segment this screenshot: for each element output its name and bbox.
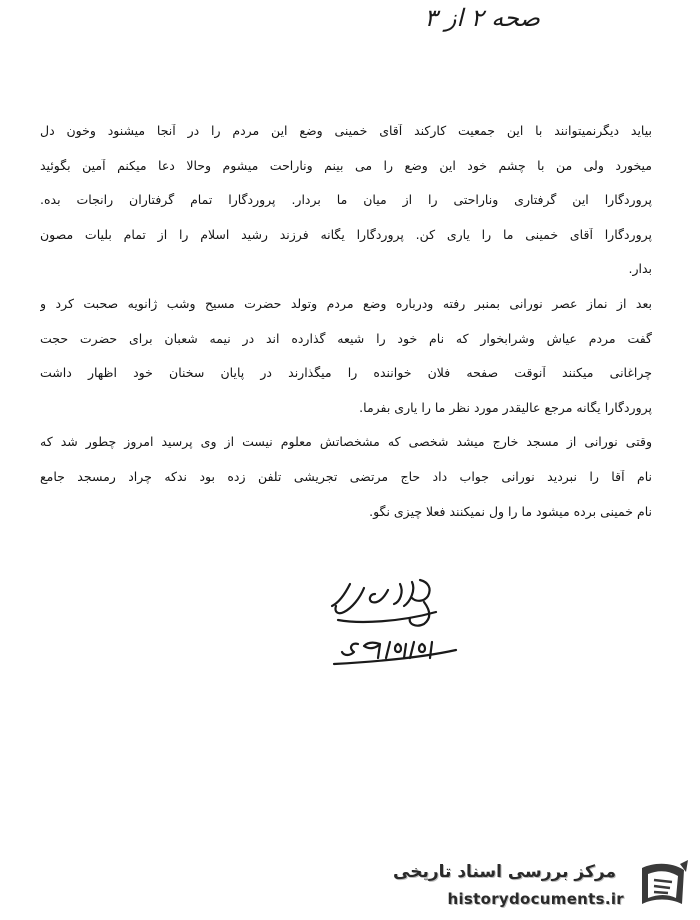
- watermark-url: historydocuments.ir: [447, 890, 624, 908]
- report-line: میخورد ولی من با چشم خود این وضع را می بینم وناراحت میشوم وحالا دعا میکنم آمین بگوئید: [40, 158, 652, 173]
- report-line: وقتی نورانی از مسجد خارج میشد شخصی که مشخصاتش معلوم نیست از وی پرسید امروز چطور شد که: [40, 435, 652, 450]
- report-line: چراغانی میکنند آنوقت صفحه فلان خواننده را میگذارند در پایان سخنان خود اظهار داشت: [40, 366, 652, 381]
- archive-logo-icon: [634, 858, 690, 912]
- watermark-title: مرکز بررسی اسناد تاریخی: [393, 862, 616, 882]
- archive-watermark: [393, 856, 694, 914]
- report-line: پروردگارا یگانه مرجع عالیقدر مورد نظر ما را یاری بفرما.: [359, 400, 652, 415]
- report-line: نام آقا را نبردید نورانی جواب داد حاج مرتضی تجریشی تلفن زده بود ندکه چراد رمسجد جامع: [40, 469, 652, 484]
- report-body: [40, 124, 652, 539]
- report-line: بیاید دیگرنمیتوانند با این جمعیت کارکند آقای خمینی وضع این مردم را در آنجا میشنود وخون دل: [40, 124, 652, 138]
- handwritten-signature: [320, 572, 460, 688]
- report-line: نام خمینی برده میشود ما را ول نمیکنند فعلا چیزی نگو.: [369, 504, 652, 519]
- report-line: پروردگارا آقای خمینی ما را یاری کن. پروردگارا یگانه فرزند رشید اسلام را از تمام بلیات مصون: [40, 227, 652, 242]
- report-line: پروردگارا این گرفتاری وناراحتی را از میان ما بردار. پروردگارا تمام گرفتاران رانجات بده.: [40, 193, 652, 208]
- page-number: صحه ۲ از ۳: [424, 4, 540, 32]
- report-line: بدار.: [628, 262, 652, 277]
- report-line: بعد از نماز عصر نورانی بمنبر رفته ودرباره وضع مردم وتولد حضرت مسیح وشب ژانویه صحبت کرد و: [40, 296, 652, 311]
- report-line: گفت مردم عیاش وشرابخوار که نام خود را شیعه گذارده اند در نیمه شعبان برای حضرت حجت: [40, 331, 652, 346]
